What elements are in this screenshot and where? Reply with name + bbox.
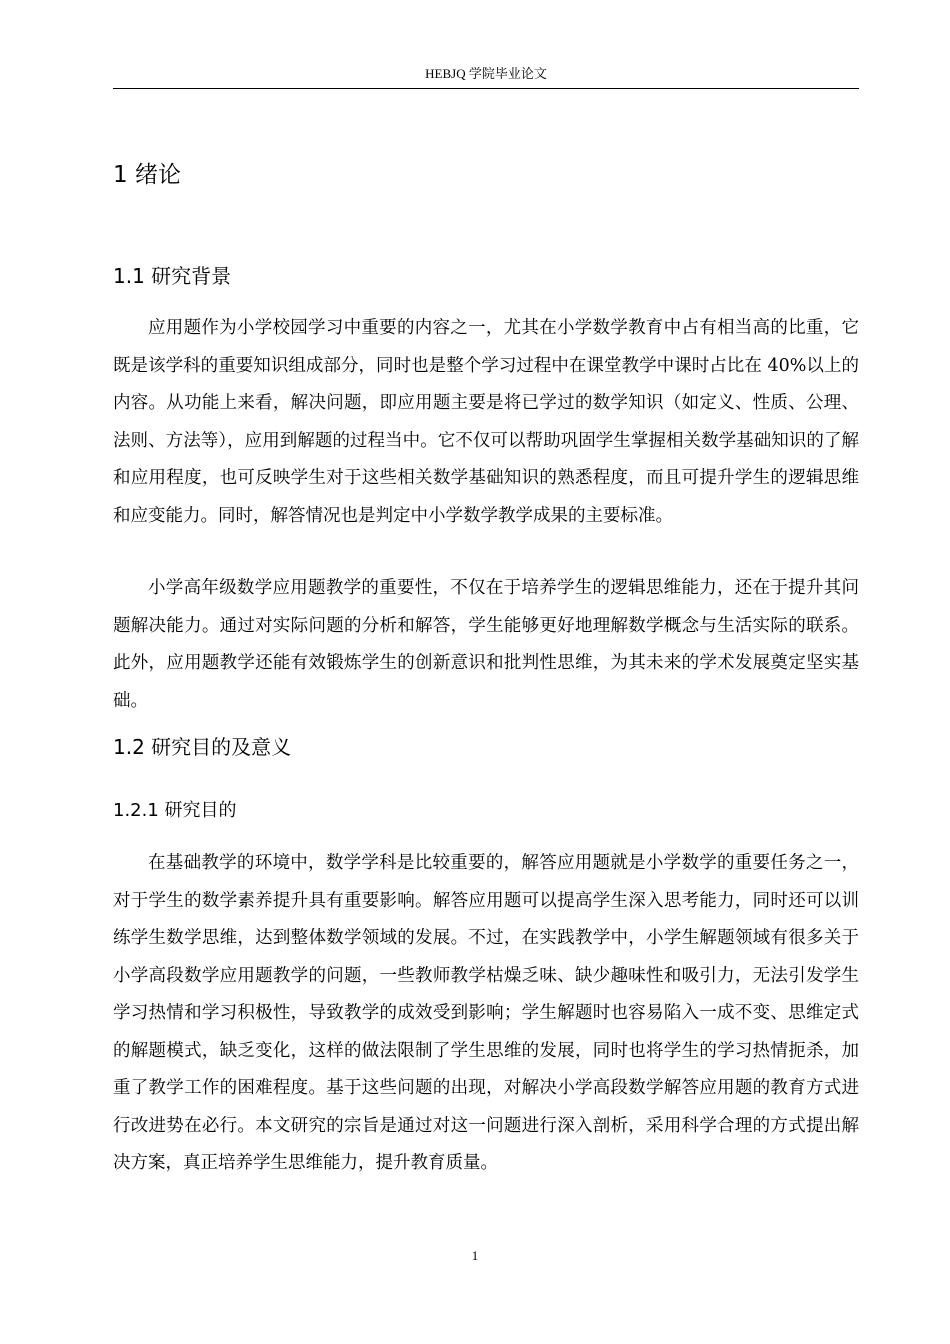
subsection-title-purpose: 1.2.1 研究目的 [113,800,237,821]
page-header [113,62,859,89]
paragraph-background-1: 应用题作为小学校园学习中重要的内容之一，尤其在小学数学教育中占有相当高的比重，它既是该学科的重要知识组成部分，同时也是整个学习过程中在课堂教学中课时占比在 40%以上的内容。从功能上来看，解决问题，即应用题主要是将已学过的数学知识（如定义、性质、公理、法则、方法等），应用到解题的过程当中。它不仅可以帮助巩固学生掌握相关数学基础知识的了解和应用程度，也可反映学生对于这些相关数学基础知识的熟悉程度，而且可提升学生的逻辑思维和应变能力。同时，解答情况也是判定中小学数学教学成果的主要标准。 [113,318,859,526]
section-title-purpose: 1.2 研究目的及意义 [113,735,292,759]
page-number: 1 [471,1248,479,1263]
header-title: HEBJQ 学院毕业论文 [425,66,547,81]
paragraph-purpose-1: 在基础教学的环境中，数学学科是比较重要的，解答应用题就是小学数学的重要任务之一，对于学生的数学素养提升具有重要影响。解答应用题可以提高学生深入思考能力，同时还可以训练学生数学思维，达到整体数学领域的发展。不过，在实践教学中，小学生解题领域有很多关于小学高段数学应用题教学的问题，一些教师教学枯燥乏味、缺少趣味性和吸引力，无法引发学生学习热情和学习积极性，导致教学的成效受到影响；学生解题时也容易陷入一成不变、思维定式的解题模式，缺乏变化，这样的做法限制了学生思维的发展，同时也将学生的学习热情扼杀，加重了教学工作的困难程度。基于这些问题的出现，对解决小学高段数学解答应用题的教育方式进行改进势在必行。本文研究的宗旨是通过对这一问题进行深入剖析，采用科学合理的方式提出解决方案，真正培养学生思维能力，提升教育质量。 [113,853,859,1173]
paragraph-background-2: 小学高年级数学应用题教学的重要性，不仅在于培养学生的逻辑思维能力，还在于提升其问题解决能力。通过对实际问题的分析和解答，学生能够更好地理解数学概念与生活实际的联系。此外，应用题教学还能有效锻炼学生的创新意识和批判性思维，为其未来的学术发展奠定坚实基础。 [113,578,859,711]
section-title-background: 1.1 研究背景 [113,264,232,288]
chapter-title: 1 绪论 [113,162,181,188]
